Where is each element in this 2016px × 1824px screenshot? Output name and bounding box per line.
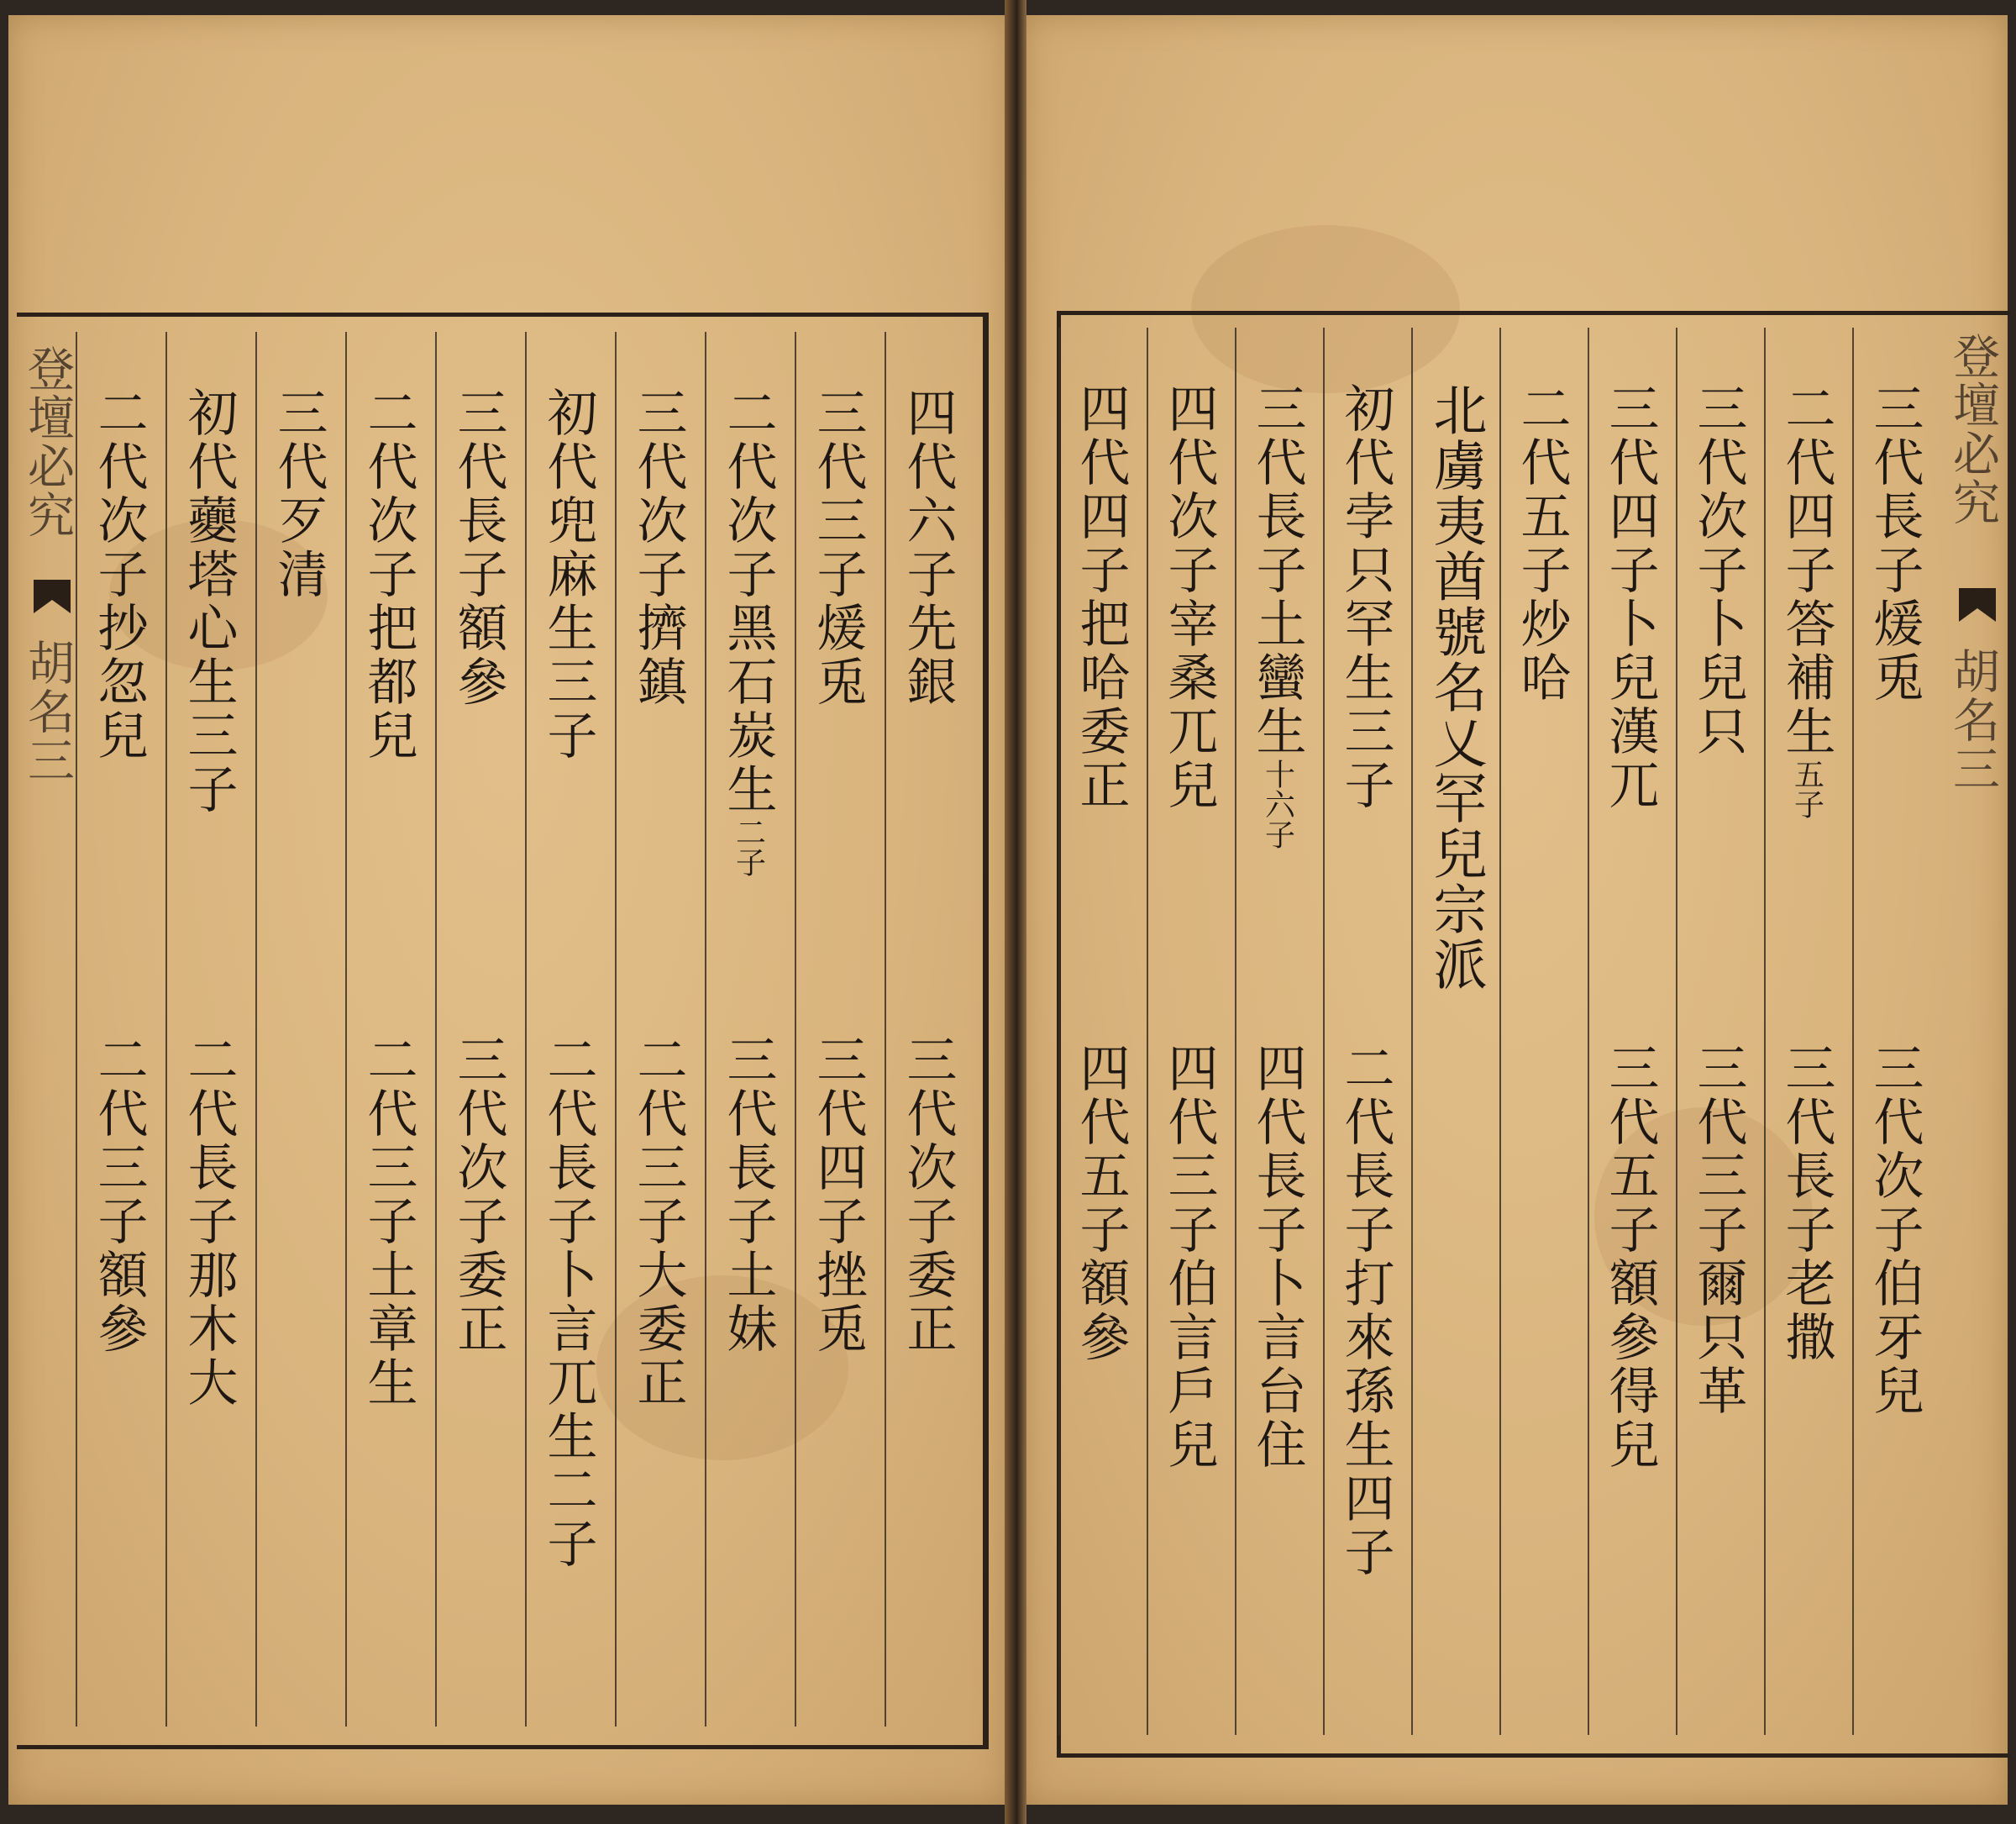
entry-text: 四代次子宰桑兀兒 [1159, 382, 1219, 812]
entry-text: 三代三子煖兎 [808, 386, 868, 709]
column-entry-top [808, 386, 868, 709]
column-entry-bottom: 三代五子額參得兒 [1600, 1042, 1660, 1472]
column-divider [615, 332, 617, 1727]
entry-text: 四代四子把哈委正 [1071, 382, 1131, 812]
left-margin-subtitle: 胡名三 [20, 639, 75, 785]
column-divider [345, 332, 347, 1727]
book-gutter [1005, 0, 1026, 1824]
column-entry-top [1600, 382, 1660, 812]
column-divider [1058, 328, 1060, 1735]
column-entry-bottom: 三代四子挫兎 [808, 1033, 868, 1356]
column-entry-bottom: 三代次子伯牙兒 [1865, 1042, 1924, 1418]
column-entry-top [628, 386, 688, 709]
entry-text: 三代歹清 [269, 386, 328, 602]
column-divider [1147, 328, 1148, 1735]
entry-text: 三代四子卜兒漢兀 [1600, 382, 1660, 812]
column-entry-top [1247, 382, 1307, 849]
column-entry-bottom: 四代長子卜言台住 [1247, 1042, 1307, 1472]
entry-text: 二代次子黑石炭生 [718, 386, 778, 817]
column-divider [705, 332, 706, 1727]
column-entry-top [898, 386, 958, 709]
column-entry-top [1512, 382, 1572, 705]
entry-text: 三代次子卜兒只 [1688, 382, 1748, 759]
column-entry-top [538, 386, 598, 763]
column-divider [1852, 328, 1854, 1735]
column-divider [1411, 328, 1413, 1735]
column-entry-bottom: 四代五子額參 [1071, 1042, 1131, 1364]
column-entry-top [269, 386, 328, 602]
column-divider [885, 332, 886, 1727]
column-entry-bottom: 三代長子土妹 [718, 1033, 778, 1356]
column-entry-bottom: 三代長子老撒 [1777, 1042, 1836, 1364]
entry-text: 三代次子擠鎮 [628, 386, 688, 709]
column-divider [255, 332, 257, 1727]
column-entry-bottom: 二代長子打來孫生四子 [1336, 1042, 1395, 1580]
column-divider [525, 332, 527, 1727]
entry-text: 初代孛只罕生三子 [1336, 382, 1395, 812]
entry-text: 四代六子先銀 [898, 386, 958, 709]
entry-note: 二子 [731, 817, 766, 877]
column-divider [76, 332, 77, 1727]
column-entry-bottom: 二代長子那木大 [179, 1033, 239, 1410]
entry-text: 三代長子土蠻生 [1247, 382, 1307, 759]
column-entry-bottom: 三代次子委正 [449, 1033, 508, 1356]
entry-note: 十六子 [1260, 759, 1295, 849]
entry-text: 二代次子把都兒 [359, 386, 418, 763]
right-margin-title: 登壇必究 [1945, 332, 2000, 527]
column-entry-top [1424, 382, 1487, 992]
entry-note: 五子 [1789, 759, 1824, 819]
column-divider [1588, 328, 1589, 1735]
column-divider [1676, 328, 1677, 1735]
column-entry-top [1777, 382, 1836, 819]
column-divider [1235, 328, 1236, 1735]
column-entry-bottom: 四代三子伯言戶兒 [1159, 1042, 1219, 1472]
column-entry-top [1336, 382, 1395, 812]
entry-text: 二代四子答補生 [1777, 382, 1836, 759]
entry-text: 初代兜麻生三子 [538, 386, 598, 763]
column-divider [165, 332, 167, 1727]
column-divider [795, 332, 796, 1727]
column-entry-top [359, 386, 418, 763]
column-entry-bottom: 二代長子卜言兀生二子 [538, 1033, 598, 1571]
column-divider [1764, 328, 1766, 1735]
column-entry-top [179, 386, 239, 817]
column-entry-top [1071, 382, 1131, 812]
column-entry-bottom: 二代三子額參 [89, 1033, 149, 1356]
entry-text: 二代次子抄忽兒 [89, 386, 149, 763]
column-entry-top [718, 386, 778, 877]
column-entry-top [89, 386, 149, 763]
column-divider [1323, 328, 1325, 1735]
column-divider [1499, 328, 1501, 1735]
column-entry-top [1159, 382, 1219, 812]
column-entry-top [1688, 382, 1748, 759]
column-divider [435, 332, 437, 1727]
entry-text: 初代虁塔心生三子 [179, 386, 239, 817]
entry-text: 北虜夷酋號名乂罕兒宗派 [1424, 382, 1487, 992]
entry-text: 三代長子煖兎 [1865, 382, 1924, 705]
column-entry-top [1865, 382, 1924, 705]
right-margin-subtitle: 胡名三 [1945, 647, 2000, 793]
column-entry-top [449, 386, 508, 709]
entry-text: 二代五子炒哈 [1512, 382, 1572, 705]
column-entry-bottom: 三代次子委正 [898, 1033, 958, 1356]
left-margin-title: 登壇必究 [20, 344, 75, 539]
entry-text: 三代長子額參 [449, 386, 508, 709]
column-entry-bottom: 三代三子爾只革 [1688, 1042, 1748, 1418]
column-entry-bottom: 二代三子土章生 [359, 1033, 418, 1410]
column-entry-bottom: 二代三子大委正 [628, 1033, 688, 1410]
